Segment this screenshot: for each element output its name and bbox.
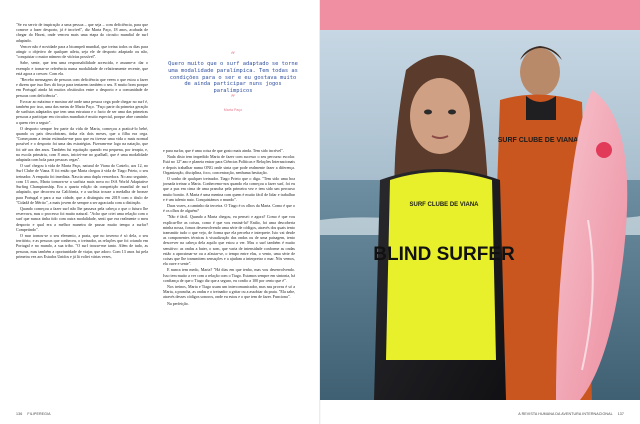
paragraph: Nada disto tem impedido Marta de fazer com sucesso o seu percurso escolar. Está no 12º ano e planeia entrar para Ciências Políticas e Relações Internacionais e depois trabalhar numa ONG onde sinta que pode realmente fazer a diferença. Organização, disciplina, foco, concentração, nenhuma hesitação. [163, 154, 295, 175]
coach-head [520, 48, 560, 96]
pull-quote-text: Quero muito que o surf adaptado se torne uma modalidade paralímpica. Tem todas as condições para o ser e eu gostava muito de ainda participar nuns jogos paralímpicos [168, 61, 298, 95]
paragraph: E nunca tem medo, Marta? "Há dias em que tenho, mas vou desenvolvendo. Isso tem muito a ver com a relação com o Tiago. Estamos sempre em sintonia, há confiança de que o Tiago diz que a seguro, eu confio a 100 por cento que é". [163, 267, 295, 283]
pull-quote [163, 52, 303, 112]
paragraph: "Não é fácil. Quando a Marta chegou, eu pensei: e agora? Como é que vou explicar-lhe as coisas, como é que vou ensiná-la? Então, foi uma descoberta minha nossa, fomos desenvolvendo uma série de códigos, através dos quais tento transmitir tudo o que vejo, de forma que ela perceba e interprete. Isto vai desde as componentes técnicas à visualização das ondas ou de uma paisagem, tento descrever na cabeça dela aquilo que estou a ver. Mas o surf também é muito sensitivo: as ondas a bater, o som, que varia de intensidade conforme as ondas estão a aproximar-se ou a afastar-se, o tempo entre elas, o vento, uma série de coisas que lhe transmitem sensações e a ajudam a interpretar o mar. Nós vemos, ela ouve e sente". [163, 214, 295, 267]
paragraph: Nos treinos, Marta e Tiago usam um intercomunicador, mas nas provas é só a Marta, a prancha, as ondas e o treinador a gritar ou a assobiar da praia. "Ela sabe, através desses códigos sonoros, onde eu estou e o que tem de fazer. Funciona". [163, 284, 295, 300]
surfer-eye-right [448, 110, 456, 115]
page-number-right: 137 [617, 412, 624, 416]
pink-header-band [320, 0, 640, 30]
pull-quote-author: Marta Paço [223, 107, 243, 112]
surfer-eye-left [424, 110, 432, 115]
footer-left [16, 412, 51, 416]
quote-close-mark: ” [230, 93, 236, 104]
page-number-left: 136 [16, 412, 23, 416]
paragraph: Vencer não é novidade para a bicampeã mundial, que treina todos os dias para atingir o objetivo de qualquer atleta, seja ele de desporto adaptado ou não, "conquistar o maior número de vitórias possível". [16, 43, 148, 60]
article-column-2 [163, 148, 295, 307]
board-logo [596, 142, 612, 158]
quote-open-mark: “ [230, 51, 236, 61]
paragraph: O mar tornou-se o seu elemento, a praia, que no inverno é só dela, o seu território, e as pessoas que conheceu, o treinador, as relações que foi criando em Portugal e no mundo, a sua tribo. "O surf trouxe-me tanto. Além de tudo, as pessoas, mas também a oportunidade de viajar, que adoro. Com 13 anos fui pela primeira vez aos Estados Unidos e já lá voltei várias vezes, [16, 232, 148, 259]
coach-club-text: SURF CLUBE DE VIANA [497, 137, 579, 144]
left-edge-band [0, 0, 6, 424]
paragraph: e para surfar, que é uma coisa de que gosto mais ainda. Tem sido incrível". [163, 148, 284, 153]
surfer-face [410, 78, 470, 154]
footer-brand: FILIPEREGIA [27, 412, 51, 416]
lycra-club-text: SURF CLUBE DE VIANA [409, 202, 479, 208]
footer-right [518, 412, 624, 416]
paragraph: O sonho de qualquer treinador. Tiago Prieto que o diga. "Tem sido uma boa jornada treinar a Marta. Conhecemo-nos quando ela começou a fazer surf, foi eu que a pus em cima de uma prancha pela primeira vez e tem sido um percurso muito bonito. A Marta é uma menina com quem é muito fácil de lidar e trabalhar e é um talento nato. Conquistámos o mundo". [163, 176, 295, 202]
paragraph: Evocar ao máximo e mostrar até onde uma pessoa cega pode chegar no surf é, também por isso, uma das metas de Marta Paço. "Faço parte da primeira geração de surfistas adaptados que tem uma estrutura e o facto de ser uma das primeiras pessoas a participar em circuitos mundiais é muito especial, porque abre caminho a quem vier a seguir". [16, 98, 148, 125]
paragraph: Quando começou a fazer surf não lhe passava pela cabeça o que o futuro lhe reservava, mas o processo foi muito natural. "Acho que criei uma relação com o surf que nunca tinha tido com outra modalidade, senti que era realmente o meu desporto e qual era a melhor maneira de passar muito tempo a surfar? Competindo". [16, 205, 148, 232]
paragraph: Duas vozes, a caminho da terceira. O Tiago é os olhos da Marta. Como é que o é os olhos de alguém? [163, 203, 295, 214]
surfers-photo [320, 30, 640, 400]
paragraph: "Recebo mensagens de pessoas com deficiência que veem o que estou a fazer e dizem que isso lhes dá força para tentarem também o seu. E muito bom porque em Portugal ainda há muitos obstáculos entre o desporto e a comunidade de pessoas com deficiência". [16, 77, 148, 98]
paragraph: O desporto sempre fez parte da vida de Marta, começou a praticá-lo bebé, quando os pais descobriram, tinha ela dois meses, que a filha era cega. "Começaram a tentar estimular-me para que eu tivesse uma vida o mais normal possível e o desporto foi uma das estratégias. Fizeram-me logo na natação, que foi até aos dez anos. Também fui equitação quando era pequena, por terapia, e, na escola primária, com 8 anos, iniciei-me no goalball, que é uma modalidade adaptada com bola para pessoas cegas". [16, 125, 148, 163]
right-page [320, 0, 640, 424]
footer-magazine-title: A REVISTA HUMANA DA AVENTURA INTERNACIONAL [518, 412, 613, 416]
paragraph: Na perfeição. [167, 300, 189, 306]
lycra-banner-text: BLIND SURFER [373, 244, 515, 265]
paragraph: "Se eu servir de inspiração a uma pessoa – que seja – com deficiência, para que comece a fazer desporto, já é incrível", diz Marta Paço, 18 anos, acabada de chegar do Havai, onde venceu mais uma etapa do circuito mundial de surf adaptado. [16, 22, 148, 43]
article-column-1 [16, 22, 148, 260]
paragraph: Sabe, sente, que tem uma responsabilidade acrescida, e assume-a: dar o exemplo e tornar-se referência numa modalidade de relativamente recente, que está agora a crescer. Com ela. [16, 60, 148, 76]
paragraph: O surf chegou à vida de Marta Paço, natural de Viana do Castelo, aos 12, no Surf Clube de Viana. E foi então que Marta chegou à vida de Tiago Prieto, o seu treinador. A empatia foi imediata. Nascia uma dupla vencedora. No ano seguinte, com 13 anos, Marta tornava-se a surfista mais nova no ISA World Adaptative Surfing Championship. Era a quarta edição da competição mundial de surf adaptado, que decorreu na Califórnia, e a surfista trouxe a medalha de bronze para Portugal e para a sua cidade, que a distinguiu em 2019 com o título de "Cidadã de Mérito", a mais jovem de sempre a ser agraciada com a distinção. [16, 163, 148, 205]
